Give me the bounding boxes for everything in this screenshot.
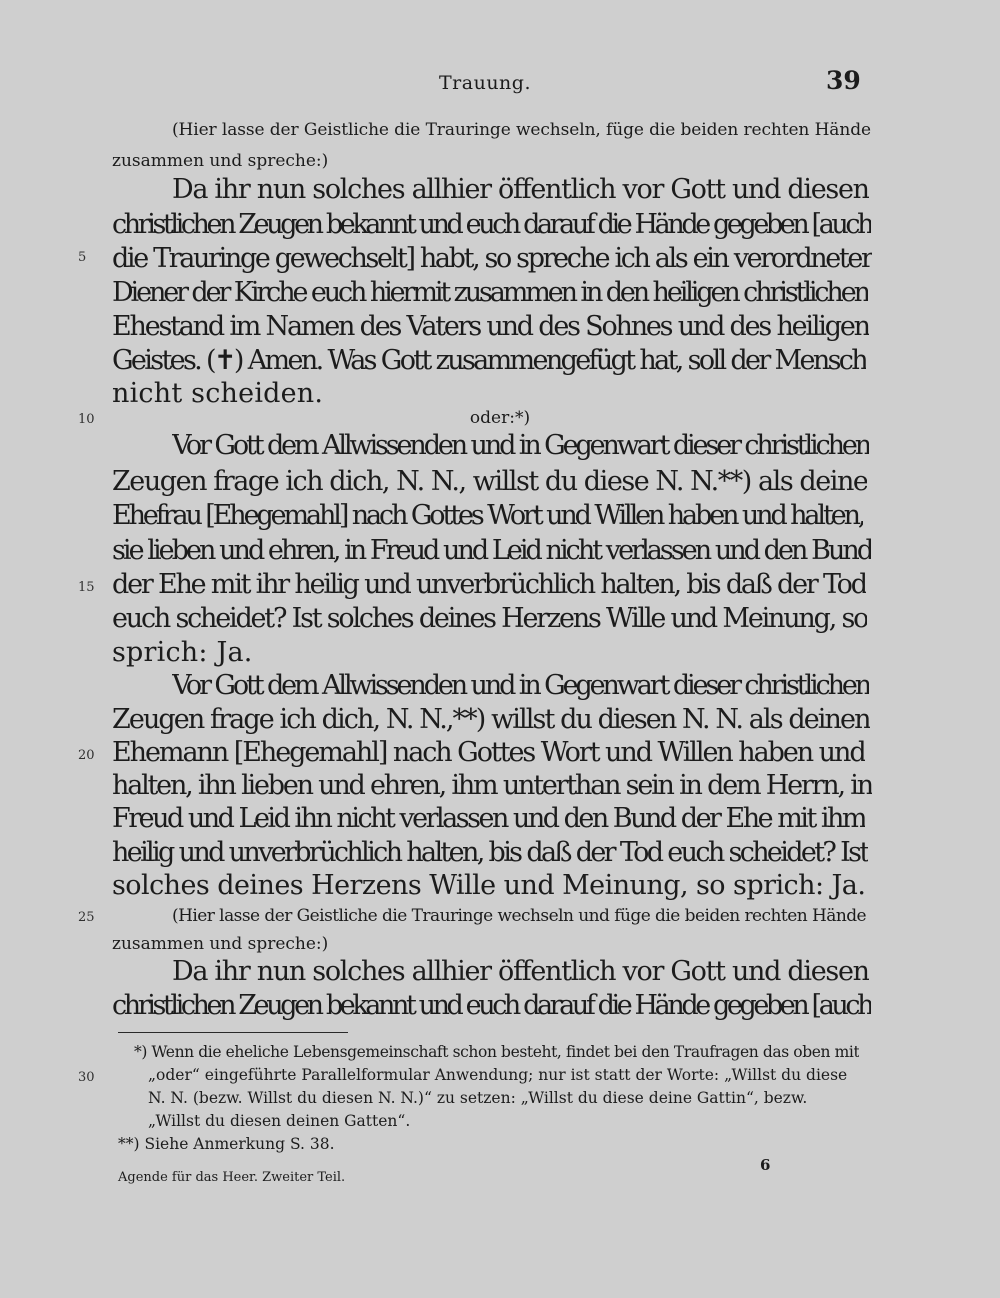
- text-line: christlichen Zeugen bekannt und euch darauf die Hände gegeben [auch: [112, 209, 872, 240]
- text-line: der Ehe mit ihr heilig und unverbrüchlich halten, bis daß der Tod: [112, 569, 866, 600]
- running-title: Trauung.: [439, 72, 531, 94]
- line-number: 25: [78, 910, 95, 925]
- text-line: Ehefrau [Ehegemahl] nach Gottes Wort und Willen haben und halten,: [112, 500, 864, 531]
- rubric-line: zusammen und spreche:): [112, 151, 329, 171]
- footnote-rule: [118, 1032, 348, 1033]
- footnote-line: „oder“ eingeführte Parallelformular Anwendung; nur ist statt der Worte: „Willst du diese: [148, 1066, 848, 1084]
- text-line: Vor Gott dem Allwissenden und in Gegenwart dieser christlichen: [172, 430, 870, 461]
- text-line: Freud und Leid ihn nicht verlassen und den Bund der Ehe mit ihm: [112, 803, 865, 834]
- line-number: 15: [78, 580, 95, 595]
- line-number: 30: [78, 1070, 95, 1085]
- text-line: Diener der Kirche euch hiermit zusammen in den heiligen christlichen: [112, 277, 868, 308]
- line-number: 10: [78, 412, 95, 427]
- rubric-line: zusammen und spreche:): [112, 934, 329, 954]
- text-line: Zeugen frage ich dich, N. N.,**) willst du diesen N. N. als deinen: [112, 704, 870, 735]
- text-line: Geistes. (✝) Amen. Was Gott zusammengefügt hat, soll der Mensch: [112, 345, 866, 376]
- text-line: euch scheidet? Ist solches deines Herzens Wille und Meinung, so: [112, 603, 868, 634]
- footnote-line: N. N. (bezw. Willst du diesen N. N.)“ zu setzen: „Willst du diese deine Gattin“, bezw.: [148, 1089, 808, 1107]
- text-line: heilig und unverbrüchlich halten, bis daß der Tod euch scheidet? Ist: [112, 837, 868, 868]
- rubric-line: (Hier lasse der Geistliche die Trauringe wechseln und füge die beiden rechten Hände: [172, 906, 867, 926]
- text-line: Ehemann [Ehegemahl] nach Gottes Wort und Willen haben und: [112, 737, 865, 768]
- text-line: Da ihr nun solches allhier öffentlich vor Gott und diesen: [172, 174, 869, 205]
- rubric-line: (Hier lasse der Geistliche die Trauringe wechseln, füge die beiden rechten Hände: [172, 120, 871, 140]
- footnote-line: „Willst du diesen deinen Gatten“.: [148, 1112, 411, 1130]
- text-line: sprich: Ja.: [112, 637, 253, 668]
- text-line: nicht scheiden.: [112, 378, 324, 409]
- oder-line: oder:*): [469, 408, 531, 428]
- text-line: Zeugen frage ich dich, N. N., willst du diese N. N.**) als deine: [112, 466, 868, 497]
- text-line: die Trauringe gewechselt] habt, so spreche ich als ein verordneter: [112, 243, 872, 274]
- text-line: solches deines Herzens Wille und Meinung, so sprich: Ja.: [112, 870, 866, 901]
- page-number: 39: [826, 66, 861, 95]
- footnote-line: *) Wenn die eheliche Lebensgemeinschaft schon besteht, findet bei den Traufragen das oben mit: [134, 1043, 860, 1061]
- line-number: 5: [78, 250, 87, 265]
- line-number: 20: [78, 748, 95, 763]
- footnote-line: **) Siehe Anmerkung S. 38.: [118, 1135, 335, 1153]
- sheet-number: 6: [760, 1156, 771, 1174]
- text-line: Vor Gott dem Allwissenden und in Gegenwart dieser christlichen: [172, 670, 870, 701]
- text-line: halten, ihn lieben und ehren, ihm unterthan sein in dem Herrn, in: [112, 770, 872, 801]
- text-line: Da ihr nun solches allhier öffentlich vor Gott und diesen: [172, 956, 869, 987]
- text-line: Ehestand im Namen des Vaters und des Sohnes und des heiligen: [112, 311, 869, 342]
- text-line: christlichen Zeugen bekannt und euch darauf die Hände gegeben [auch: [112, 990, 872, 1021]
- text-line: sie lieben und ehren, in Freud und Leid nicht verlassen und den Bund: [112, 535, 872, 566]
- printer-signature: Agende für das Heer. Zweiter Teil.: [118, 1170, 346, 1185]
